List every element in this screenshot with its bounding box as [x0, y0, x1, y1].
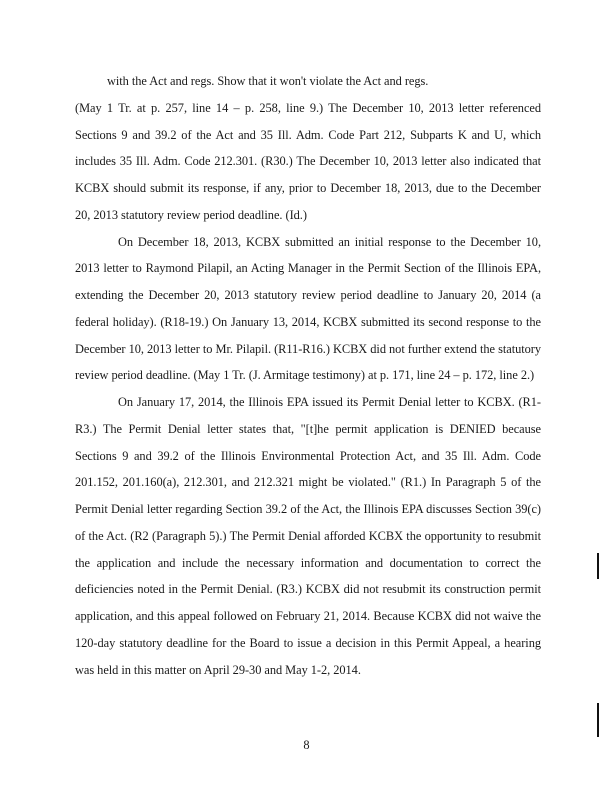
page-number: 8 [303, 738, 310, 752]
paragraph-citation: (May 1 Tr. at p. 257, line 14 – p. 258, line 9.) The December 10, 2013 letter referenced Sections 9 and 39.2 of the Act and 35 Ill. Adm. Code Part 212, Subparts K and U, which includes 35 Ill. Adm. Code 212.301. (R30.) The December 10, 2013 letter also indicated that KCBX should submit its response, if any, prior to December 18, 2013, due to the December 20, 2013 statutory review period deadline. (Id.) [75, 100, 541, 222]
paragraph-permit-denial: On January 17, 2014, the Illinois EPA issued its Permit Denial letter to KCBX. (R1-R3.) The Permit Denial letter states that, "[t]he permit application is DENIED because Sections 9 and 39.2 of the Illinois Environmental Protection Act, and 35 Ill. Adm. Code 201.152, 201.160(a), 212.301, and 212.321 might be violated." (R1.) In Paragraph 5 of the Permit Denial letter regarding Section 39.2 of the Act, the Illinois EPA discusses Section 39(c) of the Act. (R2 (Paragraph 5).) The Permit Denial afforded KCBX the opportunity to resubmit the application and include the necessary information and documentation to correct the deficiencies noted in the Permit Denial. (R3.) KCBX did not resubmit its construction permit application, and this appeal followed on February 21, 2014. Because KCBX did not waive the 120-day statutory deadline for the Board to issue a decision in this Permit Appeal, a hearing was held in this matter on April 29-30 and May 1-2, 2014. [75, 395, 541, 677]
quoted-testimony-line: with the Act and regs. Show that it won't violate the Act and regs. [107, 74, 429, 88]
paragraph-december-response: On December 18, 2013, KCBX submitted an initial response to the December 10, 2013 letter to Raymond Pilapil, an Acting Manager in the Permit Section of the Illinois EPA, extending the December 20, 2013 statutory review period deadline to January 20, 2014 (a federal holiday). (R18-19.) On January 13, 2014, KCBX submitted its second response to the December 10, 2013 letter to Mr. Pilapil. (R11-R16.) KCBX did not further extend the statutory review period deadline. (May 1 Tr. (J. Armitage testimony) at p. 171, line 24 – p. 172, line 2.) [75, 234, 541, 383]
body-text [75, 68, 541, 683]
revision-bar [597, 553, 599, 579]
revision-bar [597, 703, 599, 737]
